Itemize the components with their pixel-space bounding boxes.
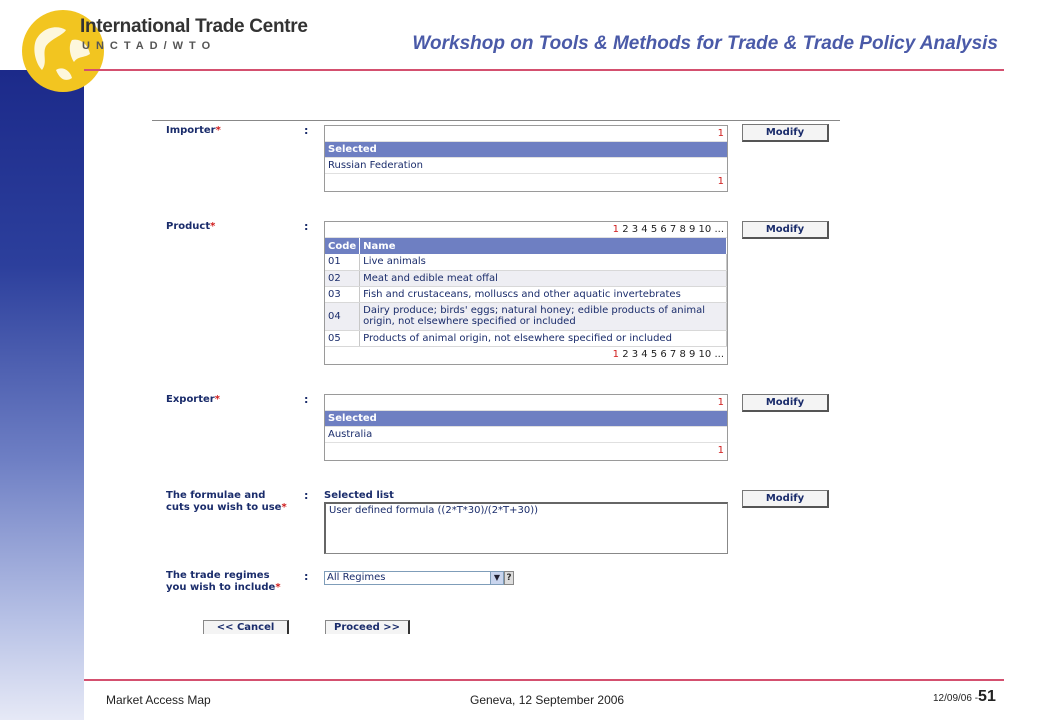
- product-table: [325, 238, 727, 347]
- importer-label: [166, 125, 221, 137]
- page-number: 51: [978, 688, 996, 705]
- exporter-selected-header: Selected: [325, 411, 727, 427]
- footer-divider: [84, 679, 1004, 681]
- regimes-label-line2: you wish to include: [166, 582, 276, 593]
- colon: :: [304, 220, 309, 233]
- trade-regimes-selected-value: All Regimes: [327, 572, 386, 583]
- product-code: 01: [325, 254, 360, 270]
- formulae-selected-list[interactable]: User defined formula ((2*T*30)/(2*T+30)): [324, 502, 728, 554]
- product-name: Meat and edible meat offal: [360, 270, 727, 286]
- footer-date: 12/09/06 -: [933, 693, 979, 704]
- importer-modify-button[interactable]: Modify: [742, 124, 829, 142]
- formulae-label-line1: The formulae and: [166, 490, 266, 501]
- page-title: Workshop on Tools & Methods for Trade & Trade Policy Analysis: [412, 33, 998, 54]
- importer-count-bottom[interactable]: 1: [717, 176, 724, 187]
- footer-page-number: [933, 688, 996, 706]
- colon: :: [304, 124, 309, 137]
- colon: :: [304, 570, 309, 583]
- header-divider: [84, 69, 1004, 71]
- product-panel: [324, 221, 728, 365]
- help-button[interactable]: ?: [504, 571, 514, 585]
- exporter-label: [166, 394, 220, 406]
- importer-count-top[interactable]: 1: [325, 126, 727, 142]
- product-name: Live animals: [360, 254, 727, 270]
- product-label-text: Product: [166, 221, 211, 232]
- pager-pages[interactable]: 2 3 4 5 6 7 8 9 10 ...: [619, 348, 724, 360]
- logo-title: International Trade Centre: [80, 16, 308, 37]
- colon: :: [304, 393, 309, 406]
- exporter-label-text: Exporter: [166, 394, 215, 405]
- selected-list-label: Selected list: [324, 490, 394, 501]
- footer-center-text: Geneva, 12 September 2006: [470, 693, 625, 707]
- importer-label-text: Importer: [166, 125, 216, 136]
- product-code: 02: [325, 270, 360, 286]
- chevron-down-icon[interactable]: ▼: [490, 572, 503, 584]
- exporter-count-top[interactable]: 1: [325, 395, 727, 411]
- product-label: [166, 221, 215, 233]
- product-pager-top[interactable]: [325, 222, 727, 238]
- exporter-count-bottom[interactable]: 1: [717, 445, 724, 456]
- pager-current[interactable]: 1: [612, 224, 620, 235]
- proceed-button[interactable]: Proceed >>: [325, 620, 410, 634]
- trade-regimes-select[interactable]: [324, 571, 504, 585]
- importer-selected-value: Russian Federation: [325, 158, 727, 174]
- product-name: Fish and crustaceans, molluscs and other aquatic invertebrates: [360, 286, 727, 302]
- formulae-label-line2: cuts you wish to use: [166, 502, 282, 513]
- product-table-header: [325, 238, 727, 254]
- required-mark: *: [214, 394, 220, 405]
- table-row: [325, 330, 727, 346]
- exporter-panel: [324, 394, 728, 461]
- exporter-modify-button[interactable]: Modify: [742, 394, 829, 412]
- product-pager-bottom[interactable]: [325, 347, 727, 363]
- required-mark: *: [281, 502, 287, 513]
- logo-subtitle: UNCTAD/WTO: [82, 40, 217, 52]
- regimes-label-line1: The trade regimes: [166, 570, 270, 581]
- product-name: Products of animal origin, not elsewhere specified or included: [360, 330, 727, 346]
- cancel-button[interactable]: << Cancel: [203, 620, 289, 634]
- table-row: [325, 270, 727, 286]
- left-sidebar-gradient: [0, 70, 84, 720]
- pager-current[interactable]: 1: [612, 348, 620, 360]
- form-top-divider: [152, 120, 840, 121]
- required-mark: *: [275, 582, 281, 593]
- table-row: [325, 286, 727, 302]
- formulae-label: [166, 490, 287, 514]
- importer-panel: [324, 125, 728, 192]
- column-header-name: Name: [360, 238, 727, 254]
- table-row: [325, 254, 727, 270]
- footer-left-text: Market Access Map: [106, 693, 211, 707]
- exporter-selected-value: Australia: [325, 427, 727, 443]
- regimes-label: [166, 570, 281, 594]
- pager-pages[interactable]: 2 3 4 5 6 7 8 9 10 ...: [619, 224, 724, 235]
- column-header-code: Code: [325, 238, 360, 254]
- product-modify-button[interactable]: Modify: [742, 221, 829, 239]
- formulae-modify-button[interactable]: Modify: [742, 490, 829, 508]
- importer-selected-header: Selected: [325, 142, 727, 158]
- required-mark: *: [210, 221, 216, 232]
- product-code: 04: [325, 302, 360, 330]
- product-code: 03: [325, 286, 360, 302]
- colon: :: [304, 489, 309, 502]
- required-mark: *: [215, 125, 221, 136]
- product-name: Dairy produce; birds' eggs; natural honey; edible products of animal origin, not elsewhere specified or included: [360, 302, 727, 330]
- table-row: [325, 302, 727, 330]
- product-code: 05: [325, 330, 360, 346]
